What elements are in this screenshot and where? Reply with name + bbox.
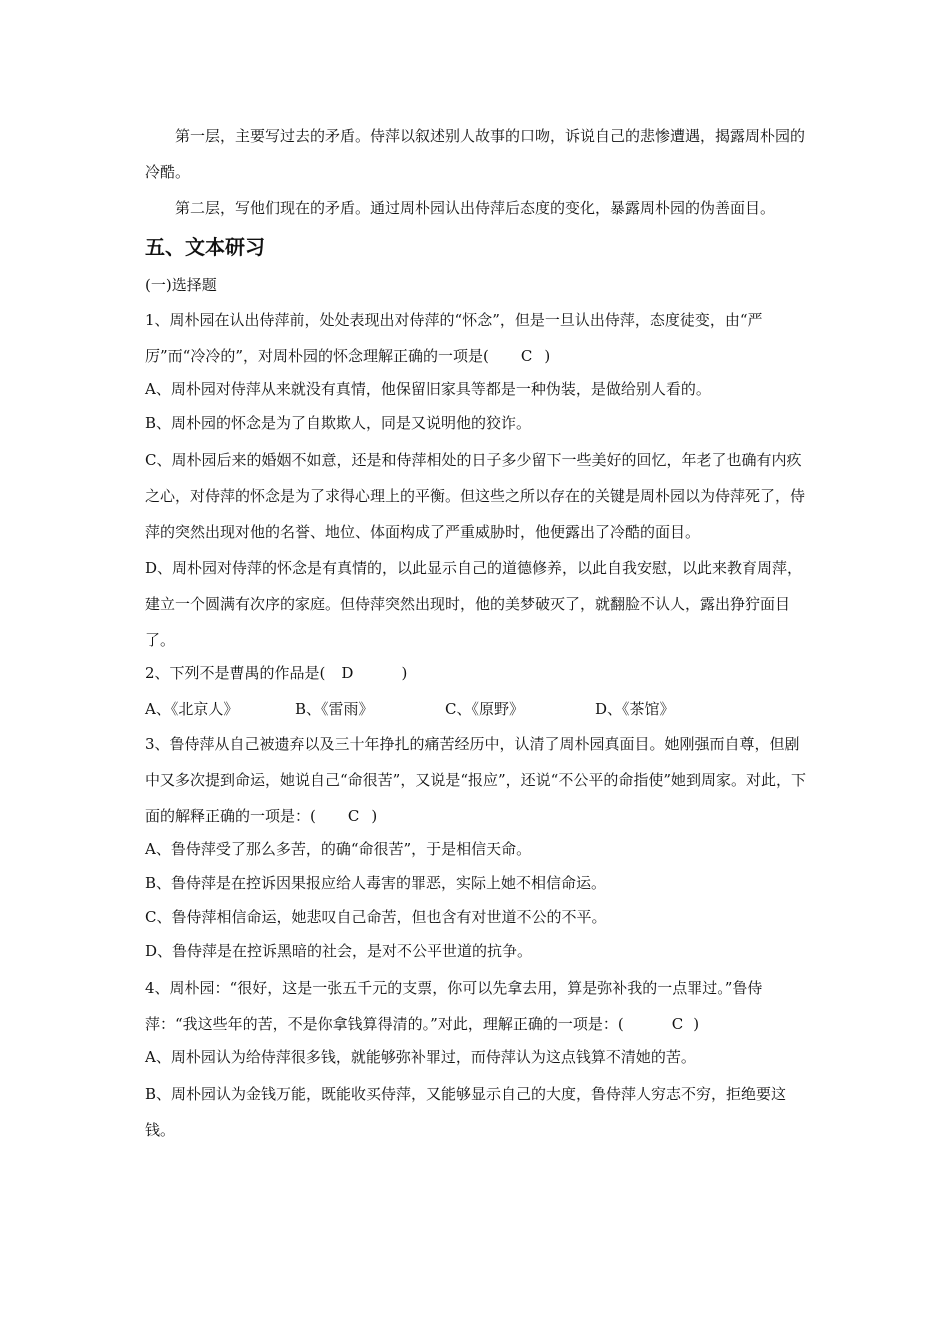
question-1-option-d: D、周朴园对侍萍的怀念是有真情的，以此显示自己的道德修养，以此自我安慰，以此来教育周萍，建立一个圆满有次序的家庭。但侍萍突然出现时，他的美梦破灭了，就翻脸不认人，露出狰狞面目了。: [145, 559, 803, 649]
question-4-text: 4、周朴园：“很好，这是一张五千元的支票，你可以先拿去用，算是弥补我的一点罪过。”鲁侍萍：“我这些年的苦，不是你拿钱算得清的。”对此，理解正确的一项是：(: [145, 979, 763, 1033]
question-1-text: 1、周朴园在认出侍萍前，处处表现出对侍萍的“怀念”，但是一旦认出侍萍，态度徒变，由“严厉”而“冷冷的”，对周朴园的怀念理解正确的一项是(: [145, 311, 763, 365]
question-2-text: 2、下列不是曹禺的作品是(: [145, 664, 326, 682]
question-2-option-a: A、《北京人》: [145, 700, 239, 718]
question-1-option-b: B、周朴园的怀念是为了自欺欺人，同是又说明他的狡诈。: [145, 414, 532, 432]
question-2-option-c: C、《原野》: [445, 700, 524, 718]
question-2-option-b: B、《雷雨》: [295, 700, 374, 718]
question-4-answer: C: [671, 1015, 684, 1033]
question-4-option-b: B、周朴园认为金钱万能，既能收买侍萍，又能够显示自己的大度，鲁侍萍人穷志不穷，拒绝要这钱。: [145, 1085, 787, 1139]
question-4-stem: [145, 970, 813, 1042]
section-title: 五、文本研习: [145, 235, 265, 259]
question-3-close: ): [371, 807, 378, 825]
subsection-title: (一)选择题: [145, 276, 217, 294]
question-1-close: ): [544, 347, 551, 365]
question-1-option-c: C、周朴园后来的婚姻不如意，还是和侍萍相处的日子多少留下一些美好的回忆，年老了也确有内疚之心，对侍萍的怀念是为了求得心理上的平衡。但这些之所以存在的关键是周朴园以为侍萍死了，侍萍的突然出现对他的名誉、地位、体面构成了严重威胁时，他便露出了冷酷的面目。: [145, 451, 806, 541]
paragraph-layer-two: 第二层，写他们现在的矛盾。通过周朴园认出侍萍后态度的变化，暴露周朴园的伪善面目。: [175, 199, 776, 217]
question-1-answer: C: [520, 347, 533, 365]
question-3-option-b: B、鲁侍萍是在控诉因果报应给人毒害的罪恶，实际上她不相信命运。: [145, 874, 607, 892]
question-3-option-d: D、鲁侍萍是在控诉黑暗的社会，是对不公平世道的抗争。: [145, 942, 533, 960]
question-3-stem: [145, 726, 813, 834]
question-3-text: 3、鲁侍萍从自己被遗弃以及三十年挣扎的痛苦经历中，认清了周朴园真面目。她刚强而自尊，但剧中又多次提到命运，她说自己“命很苦”，又说是“报应”，还说“不公平的命指使”她到周家。对此，下面的解释正确的一项是：(: [145, 735, 807, 825]
question-2-close: ): [401, 664, 408, 682]
question-2-stem: [145, 658, 813, 688]
question-4-option-a: A、周朴园认为给侍萍很多钱，就能够弥补罪过，而侍萍认为这点钱算不清她的苦。: [145, 1048, 696, 1066]
question-1-option-a: A、周朴园对侍萍从来就没有真情，他保留旧家具等都是一种伪装，是做给别人看的。: [145, 380, 711, 398]
question-2-options: [145, 692, 813, 726]
question-2-answer: D: [341, 664, 354, 682]
paragraph-layer-one: 第一层，主要写过去的矛盾。侍萍以叙述别人故事的口吻，诉说自己的悲惨遭遇，揭露周朴园的冷酷。: [145, 127, 806, 181]
question-2-option-d: D、《茶馆》: [595, 700, 675, 718]
question-3-option-a: A、鲁侍萍受了那么多苦，的确“命很苦”，于是相信天命。: [145, 840, 532, 858]
question-4-close: ): [693, 1015, 700, 1033]
document-content: [145, 118, 813, 1148]
question-3-option-c: C、鲁侍萍相信命运，她悲叹自己命苦，但也含有对世道不公的不平。: [145, 908, 607, 926]
question-1-stem: [145, 302, 813, 374]
question-3-answer: C: [347, 807, 360, 825]
